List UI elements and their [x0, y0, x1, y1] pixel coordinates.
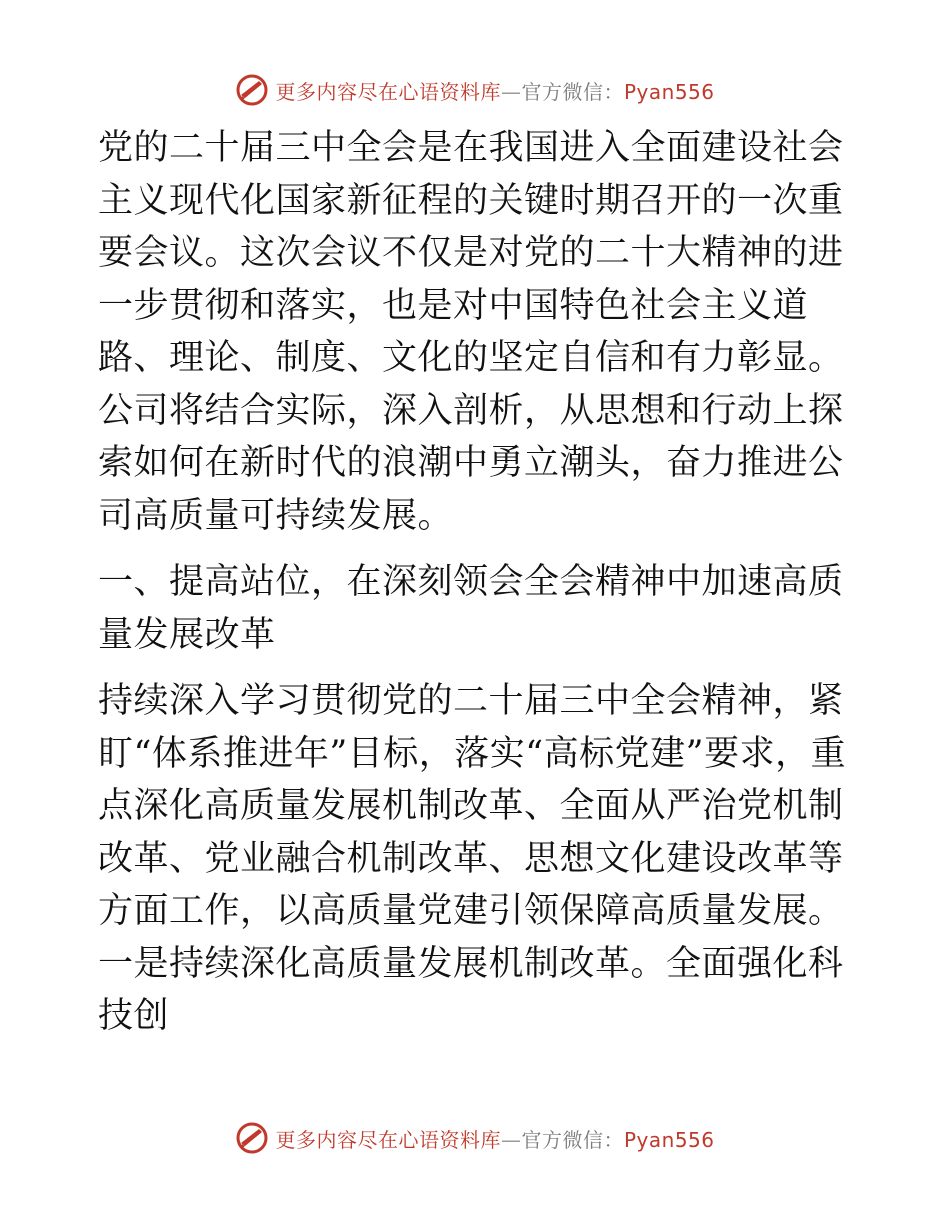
section-heading-1: 一、提高站位，在深刻领会全会精神中加速高质量发展改革 [98, 562, 844, 655]
watermark-wechat-id: Pyan556 [623, 79, 715, 104]
watermark-separator: — [500, 1127, 522, 1152]
watermark-text [275, 1124, 714, 1153]
watermark-official: 官方微信： [521, 1127, 624, 1152]
brand-logo-icon [235, 1121, 269, 1155]
watermark-official: 官方微信： [521, 79, 624, 104]
watermark-wechat-id: Pyan556 [623, 1127, 715, 1152]
footer-watermark [0, 1118, 950, 1158]
paragraph-intro: 党的二十届三中全会是在我国进入全面建设社会主义现代化国家新征程的关键时期召开的一次重要会议。这次会议不仅是对党的二十大精神的进一步贯彻和落实，也是对中国特色社会主义道路、理论、制度、文化的坚定自信和有力彰显。公司将结合实际，深入剖析，从思想和行动上探索如何在新时代的浪潮中勇立潮头，奋力推进公司高质量可持续发展。 [98, 128, 844, 536]
brand-logo-icon [235, 73, 269, 107]
header-watermark [0, 70, 950, 110]
document-body [98, 122, 850, 1043]
watermark-brand: 更多内容尽在心语资料库 [275, 79, 501, 104]
watermark-brand: 更多内容尽在心语资料库 [275, 1127, 501, 1152]
watermark-separator: — [500, 79, 522, 104]
paragraph-body-1: 持续深入学习贯彻党的二十届三中全会精神，紧盯“体系推进年”目标，落实“高标党建”要求，重点深化高质量发展机制改革、全面从严治党机制改革、党业融合机制改革、思想文化建设改革等方面工作，以高质量党建引领保障高质量发展。一是持续深化高质量发展机制改革。全面强化科技创 [98, 681, 847, 1036]
watermark-text [275, 76, 714, 105]
